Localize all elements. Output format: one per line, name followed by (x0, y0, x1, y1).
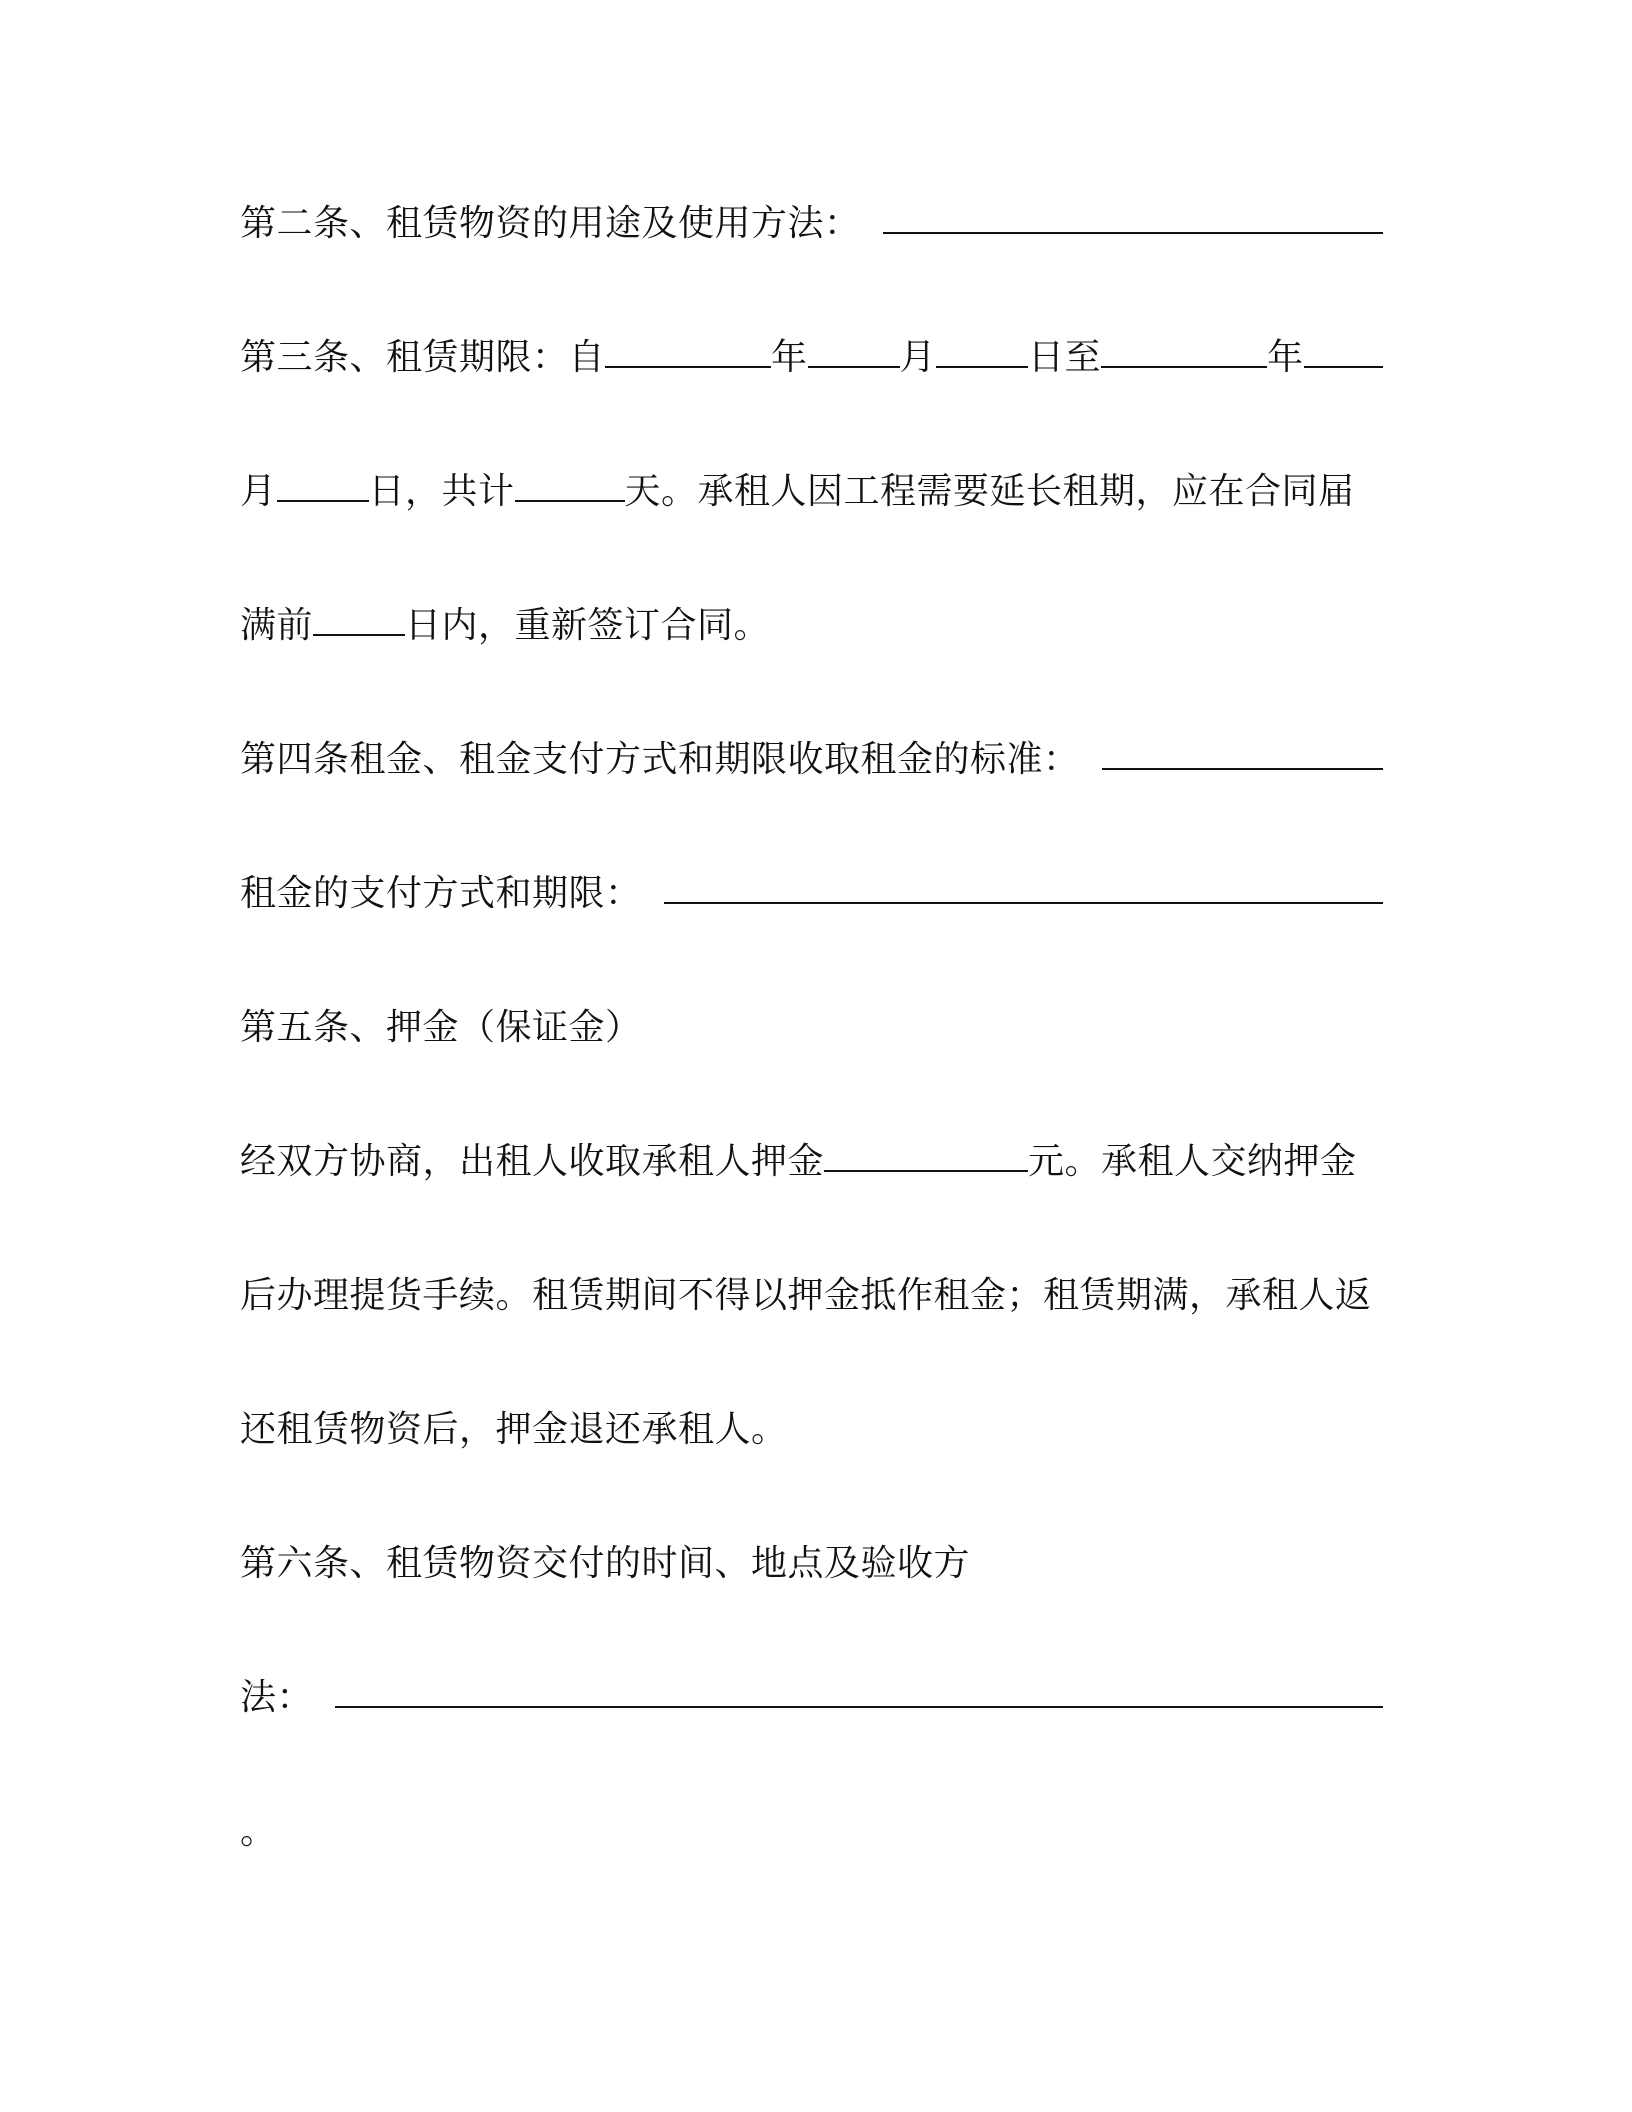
year-label-2: 年 (1267, 336, 1304, 378)
article-4-line (240, 726, 1383, 786)
rent-standard-blank[interactable] (1102, 730, 1383, 770)
start-month-blank[interactable] (808, 328, 900, 368)
article-6-title: 第六条、租赁物资交付的时间、地点及验收方 (240, 1542, 971, 1584)
deposit-text-3: 还租赁物资后，押金退还承租人。 (240, 1408, 788, 1450)
article-4-payment-line (240, 860, 1383, 920)
before-label: 满前 (240, 604, 314, 646)
article-3-line-3 (240, 592, 1383, 652)
day-to-label: 日至 (1028, 336, 1102, 378)
payment-label: 租金的支付方式和期限： (240, 872, 642, 914)
article-2-blank[interactable] (883, 194, 1383, 234)
renew-text: 日内，重新签订合同。 (405, 604, 771, 646)
article-3-line-2 (240, 458, 1383, 518)
day-total-label: 日，共计 (368, 470, 515, 512)
article-5-line-2 (240, 1262, 1383, 1322)
month-label-1: 月 (899, 336, 937, 378)
month-label-2: 月 (240, 470, 277, 512)
deposit-amount-blank[interactable] (824, 1132, 1028, 1172)
article-6-title-line (240, 1530, 1383, 1590)
total-days-blank[interactable] (515, 462, 625, 502)
article-5-line-3 (240, 1396, 1383, 1456)
renew-days-blank[interactable] (313, 596, 405, 636)
deposit-text-2: 后办理提货手续。租赁期间不得以押金抵作租金；租赁期满，承租人返 (240, 1274, 1372, 1316)
year-label-1: 年 (771, 336, 808, 378)
article-5-line-1 (240, 1128, 1383, 1188)
end-month-blank[interactable] (1304, 328, 1383, 368)
article-2-line (240, 190, 1383, 250)
article-5-title: 第五条、押金（保证金） (240, 1006, 642, 1048)
article-4-label: 第四条租金、租金支付方式和期限收取租金的标准： (240, 738, 1080, 780)
article-3-prefix: 第三条、租赁期限：自 (240, 336, 606, 378)
article-6-line (240, 1664, 1383, 1724)
deposit-text-a: 经双方协商，出租人收取承租人押金 (240, 1140, 825, 1182)
start-year-blank[interactable] (605, 328, 771, 368)
payment-method-blank[interactable] (664, 864, 1383, 904)
end-day-blank[interactable] (277, 462, 369, 502)
article-3-line-1 (240, 324, 1383, 384)
article-6-label: 法： (240, 1676, 314, 1718)
article-6-end: 。 (240, 1810, 277, 1852)
end-year-blank[interactable] (1101, 328, 1267, 368)
delivery-method-blank[interactable] (335, 1668, 1383, 1708)
days-extend-text: 天。承租人因工程需要延长租期，应在合同届 (624, 470, 1355, 512)
deposit-text-b: 元。承租人交纳押金 (1028, 1140, 1357, 1182)
article-2-label: 第二条、租赁物资的用途及使用方法： (240, 202, 861, 244)
article-5-title-line (240, 994, 1383, 1054)
article-6-end-line (240, 1798, 1383, 1858)
start-day-blank[interactable] (936, 328, 1028, 368)
